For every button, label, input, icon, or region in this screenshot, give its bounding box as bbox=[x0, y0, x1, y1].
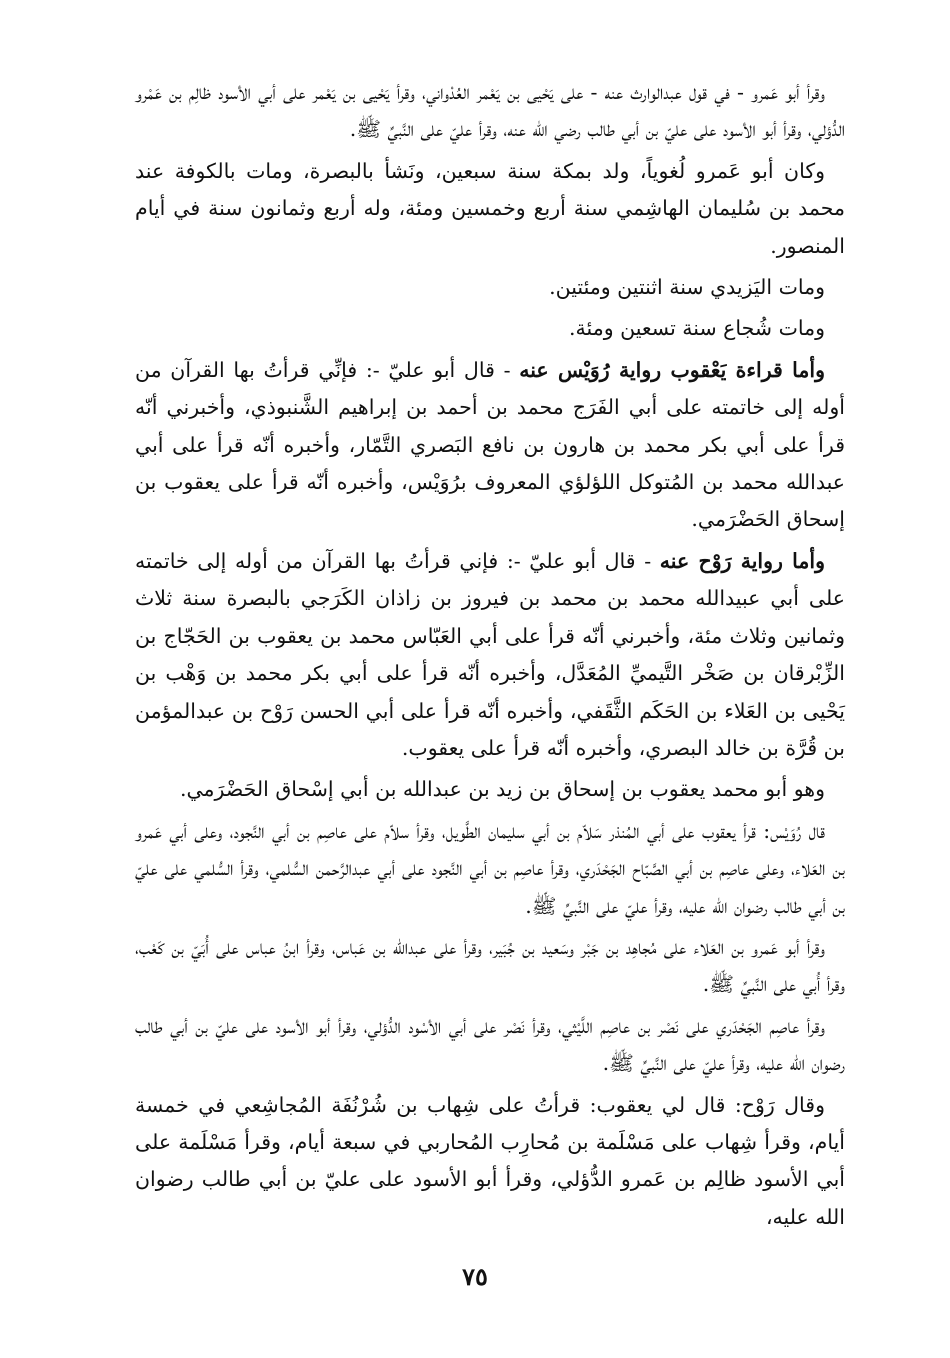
paragraph: وأما رواية رَوْح عنه - قال أبو عليّ -: فإني قرأتُ بها القرآن من أوله إلى خاتمته على أبي عبيدالله محمد بن محمد بن فيروز بن زاذان الكَرَجي بالبصرة سنة ثلاث وثمانين وثلاث مئة، وأخبرني أنّه قرأ على أبي العَبّاس محمد بن يعقوب بن الحَجّاج بن الزِّبْرقان بن صَخْر التَّيميِّ المُعَدَّل، وأخبره أنّه قرأ على أبي بكر محمد بن وَهْب بن يَحْيى بن العَلاء بن الحَكَم الثَّقَفي، وأخبره أنّه قرأ على أبي الحسن رَوْح بن عبدالمؤمن بن قُرَّة بن خالد البصري، وأخبره أنّه قرأ على يعقوب. bbox=[135, 548, 845, 760]
paragraph: قال رُوَيْس: قرأ يعقوب على أبي المُنذر سَلاّم بن أبي سليمان الطَّويل، وقرأ سلاّم على عاصِم بن أبي النَّجود، وعلى أبي عَمرو بن العَلاء، وعلى عاصِم بن أبي الصَّبّاح الجَحْدَري، وقرأ عاصِم بن أبي النَّجود على أبي عبدالرَّحمن السُّلمي، وقرأ السُّلمي على عليّ بن أبي طالب رضوان الله عليه، وقرأ عليّ على النَّبيِّ ﷺ. bbox=[135, 818, 845, 918]
paragraph: وأما قراءة يَعْقوب رواية رُوَيْس عنه - قال أبو عليّ -: فإنِّي قرأتُ بها القرآن من أوله إلى خاتمته على أبي الفَرَج محمد بن أحمد بن إبراهيم الشَّنبوذي، وأخبرني أنّه قرأ على أبي بكر محمد بن هارون بن نافع البَصري التَّمّار، وأخبره أنّه قرأ على أبي عبدالله محمد بن المُتوكل اللؤلؤي المعروف برُوَيْس، وأخبره أنّه قرأ على يعقوب بن إسحاق الحَضْرَمي. bbox=[135, 357, 845, 532]
paragraph: وقرأ أبو عَمرو بن العَلاء على مُجاهِد بن جَبْر وسَعيد بن جُبَير، وقرأ على عبدالله بن عَباس، وقرأ ابنُ عباس على أُبَيّ بن كَعْب، وقرأ أُبي على النَّبيِّ ﷺ. bbox=[135, 934, 845, 997]
paragraph: ومات اليَزيدي سنة اثنتين ومئتين. bbox=[549, 275, 825, 300]
paragraph: وقال رَوْح: قال لي يعقوب: قرأتُ على شِهاب بن شُرْنُفَة المُجاشِعي في خمسة أيام، وقرأ شِهاب على مَسْلَمة بن مُحارِب المُحاربي في سبعة أيام، وقرأ مَسْلَمة على أبي الأسود ظالِم بن عَمرو الدُّؤلي، وقرأ أبو الأسود على عليّ بن أبي طالب رضوان الله عليه، bbox=[135, 1092, 845, 1229]
paragraph: وقرأ أبو عَمرو - في قول عبدالوارث عنه - على يَحْيى بن يَعْمر العُدْواني، وقرأ يَحْيى بن يَعْمر على أبي الأسود ظالِم بن عَمْرو الدُّؤلي، وقرأ أبو الأسود على عليّ بن أبي طالب رضي الله عنه، وقرأ عليّ على النَّبيِّ ﷺ. bbox=[135, 80, 845, 142]
page-number: ٧٥ bbox=[462, 1262, 488, 1291]
paragraph: وقرأ عاصِم الجَحْدَري على نَصْر بن عاصِم اللَّيْثي، وقرأ نَصْر على أبي الأسْود الدُّؤلي، وقرأ أبو الأسود على عليّ بن أبي طالب رضوان الله عليه، وقرأ عليّ على النَّبيِّ ﷺ. bbox=[135, 1013, 845, 1076]
paragraph: وكان أبو عَمرو لُغوياً، ولد بمكة سنة سبعين، ونَشأ بالبصرة، ومات بالكوفة عند محمد بن سُليمان الهاشِمي سنة أربع وخمسين ومئة، وله أربع وثمانون سنة في أيام المنصور. bbox=[135, 158, 845, 258]
section-heading: وأما رواية رَوْح عنه bbox=[659, 548, 825, 573]
paragraph: وهو أبو محمد يعقوب بن إسحاق بن زيد بن عبدالله بن أبي إسْحاق الحَضْرَمي. bbox=[179, 777, 825, 802]
body-text bbox=[135, 74, 845, 1240]
section-heading: وأما قراءة يَعْقوب رواية رُوَيْس عنه bbox=[519, 357, 826, 382]
paragraph: ومات شُجاع سنة تسعين ومئة. bbox=[569, 316, 825, 341]
